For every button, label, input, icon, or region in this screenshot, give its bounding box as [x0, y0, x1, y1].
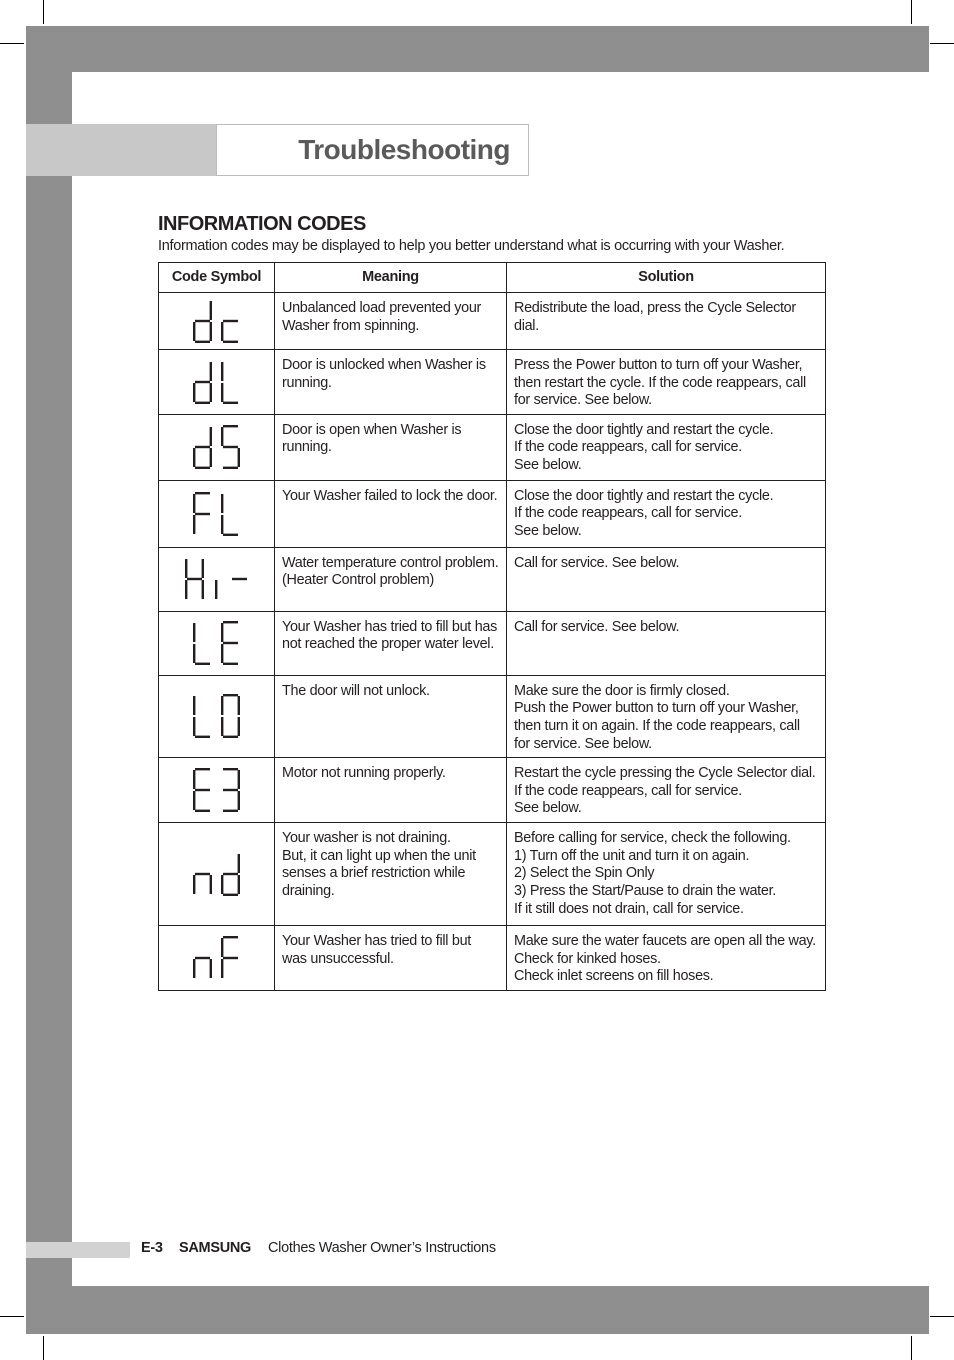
- display-segment: [193, 623, 195, 642]
- display-segment: [215, 580, 217, 599]
- table-row: [159, 675, 826, 757]
- display-segment: [210, 448, 212, 467]
- display-segment: [187, 578, 202, 580]
- display-segment: [195, 768, 210, 770]
- display-segment: [221, 959, 223, 978]
- display-segment: [193, 322, 195, 341]
- display-segment: [223, 789, 238, 791]
- solution-text: Check inlet screens on fill hoses.: [514, 968, 714, 985]
- table-row: [159, 350, 826, 415]
- display-segment: [232, 578, 247, 580]
- display-segment: [223, 768, 238, 770]
- meaning-text: Water temperature control problem.: [282, 554, 499, 571]
- code-symbol-cell: [159, 926, 275, 991]
- solution-text: Push the Power button to turn off your Washer, then turn it on again. If the code reappears, call for service. See below.: [514, 700, 800, 752]
- display-segment: [223, 533, 238, 535]
- display-segment: [223, 467, 238, 469]
- display-segment: [223, 936, 238, 938]
- display-segment: [210, 322, 212, 341]
- meaning-text: Door is open when Washer is running.: [282, 421, 462, 456]
- table-header-row: [159, 263, 826, 293]
- display-segment: [238, 448, 240, 467]
- display-segment: [195, 957, 210, 959]
- meaning-text: Your washer is not draining.: [282, 830, 451, 847]
- meaning-cell: [275, 926, 507, 991]
- meaning-text: Unbalanced load prevented your Washer from spinning.: [282, 300, 482, 334]
- code-symbol-cell: [159, 293, 275, 350]
- display-segment: [221, 362, 223, 381]
- display-segment: [223, 810, 238, 812]
- solution-text: If the code reappears, call for service.: [514, 439, 742, 456]
- display-segment: [223, 320, 238, 322]
- section-subtitle: Information codes may be displayed to help you better understand what is occurring with your Washer.: [158, 238, 785, 254]
- code-symbol-display: [183, 555, 251, 603]
- code-symbol-cell: [159, 350, 275, 415]
- display-segment: [195, 341, 210, 343]
- display-segment: [238, 717, 240, 736]
- header-box: [216, 124, 529, 176]
- crop-mark: [43, 0, 44, 24]
- display-segment: [221, 427, 223, 446]
- display-segment: [195, 789, 210, 791]
- code-symbol-display: [191, 490, 242, 538]
- solution-cell: [507, 675, 826, 757]
- display-segment: [195, 873, 210, 875]
- crop-mark: [43, 1336, 44, 1360]
- display-segment: [221, 875, 223, 894]
- display-segment: [185, 580, 187, 599]
- meaning-cell: [275, 350, 507, 415]
- code-symbol-cell: [159, 675, 275, 757]
- display-segment: [223, 401, 238, 403]
- display-segment: [221, 494, 223, 513]
- display-segment: [195, 446, 210, 448]
- footer-text: Clothes Washer Owner’s Instructions: [268, 1240, 496, 1256]
- solution-cell: [507, 480, 826, 547]
- solution-text: See below.: [514, 456, 582, 473]
- display-segment: [195, 492, 210, 494]
- code-symbol-display: [191, 850, 242, 898]
- solution-cell: [507, 926, 826, 991]
- solution-text: Call for service. See below.: [514, 554, 680, 571]
- table-row: [159, 926, 826, 991]
- meaning-text: Motor not running properly.: [282, 765, 446, 782]
- solution-cell: [507, 350, 826, 415]
- header-band: [26, 124, 217, 176]
- solution-text: Make sure the door is firmly closed.: [514, 682, 730, 699]
- column-header-solution: Solution: [507, 263, 826, 293]
- solution-text: 2) Select the Spin Only: [514, 865, 655, 882]
- display-segment: [223, 873, 238, 875]
- solution-text: 1) Turn off the unit and turn it on again.: [514, 847, 750, 864]
- code-symbol-cell: [159, 480, 275, 547]
- crop-mark: [0, 1316, 24, 1317]
- meaning-cell: [275, 293, 507, 350]
- meaning-text: Your Washer has tried to fill but has not reached the proper water level.: [282, 618, 498, 653]
- display-segment: [195, 401, 210, 403]
- solution-text: Redistribute the load, press the Cycle Selector dial.: [514, 300, 796, 334]
- page-title: Troubleshooting: [298, 134, 510, 165]
- display-segment: [221, 696, 223, 715]
- display-segment: [223, 894, 238, 896]
- display-segment: [201, 580, 203, 599]
- display-segment: [193, 644, 195, 663]
- table-row: [159, 547, 826, 611]
- display-segment: [210, 959, 212, 978]
- code-symbol-display: [191, 358, 242, 406]
- display-segment: [223, 736, 238, 738]
- display-segment: [193, 791, 195, 810]
- information-codes-table: [158, 262, 826, 991]
- display-segment: [221, 623, 223, 642]
- display-segment: [210, 362, 212, 381]
- display-segment: [223, 957, 238, 959]
- display-segment: [221, 383, 223, 402]
- display-segment: [210, 301, 212, 320]
- meaning-text: But, it can light up when the unit senses a brief restriction while draining.: [282, 847, 476, 899]
- solution-text: See below.: [514, 522, 582, 539]
- display-segment: [223, 694, 238, 696]
- solution-cell: [507, 758, 826, 823]
- column-header-meaning: Meaning: [275, 263, 507, 293]
- meaning-cell: [275, 414, 507, 480]
- footer-band: [26, 1242, 130, 1258]
- display-segment: [193, 959, 195, 978]
- meaning-text: (Heater Control problem): [282, 572, 434, 589]
- display-segment: [223, 446, 238, 448]
- crop-mark: [911, 0, 912, 24]
- solution-text: Close the door tightly and restart the cycle.: [514, 421, 774, 438]
- display-segment: [221, 515, 223, 534]
- display-segment: [238, 854, 240, 873]
- table-row: [159, 823, 826, 926]
- code-symbol-cell: [159, 611, 275, 675]
- table-row: [159, 480, 826, 547]
- solution-text: Before calling for service, check the following.: [514, 830, 791, 847]
- display-segment: [195, 663, 210, 665]
- table-row: [159, 758, 826, 823]
- display-segment: [193, 448, 195, 467]
- solution-cell: [507, 611, 826, 675]
- code-symbol-display: [191, 423, 242, 471]
- solution-text: 3) Press the Start/Pause to drain the water.: [514, 882, 776, 899]
- code-symbol-cell: [159, 758, 275, 823]
- display-segment: [221, 644, 223, 663]
- display-segment: [195, 467, 210, 469]
- display-segment: [193, 875, 195, 894]
- meaning-text: Your Washer failed to lock the door.: [282, 487, 498, 504]
- code-symbol-display: [191, 766, 242, 814]
- display-segment: [201, 559, 203, 578]
- solution-text: If it still does not drain, call for service.: [514, 900, 744, 917]
- display-segment: [193, 770, 195, 789]
- code-symbol-display: [191, 692, 242, 740]
- display-segment: [195, 320, 210, 322]
- display-segment: [223, 621, 238, 623]
- solution-text: Press the Power button to turn off your Washer, then restart the cycle. If the code reappears, call for service. See below.: [514, 357, 806, 409]
- crop-mark: [930, 1316, 954, 1317]
- meaning-cell: [275, 758, 507, 823]
- display-segment: [195, 810, 210, 812]
- display-segment: [210, 383, 212, 402]
- display-segment: [193, 696, 195, 715]
- display-segment: [221, 717, 223, 736]
- table-row: [159, 293, 826, 350]
- code-symbol-display: [191, 297, 242, 345]
- display-segment: [210, 875, 212, 894]
- solution-cell: [507, 823, 826, 926]
- display-segment: [223, 642, 238, 644]
- solution-text: If the code reappears, call for service.: [514, 505, 742, 522]
- meaning-text: Your Washer has tried to fill but was unsuccessful.: [282, 933, 472, 967]
- display-segment: [193, 515, 195, 534]
- display-segment: [238, 696, 240, 715]
- meaning-cell: [275, 547, 507, 611]
- display-segment: [223, 663, 238, 665]
- code-symbol-cell: [159, 823, 275, 926]
- code-symbol-cell: [159, 547, 275, 611]
- solution-text: See below.: [514, 800, 582, 817]
- display-segment: [193, 383, 195, 402]
- solution-cell: [507, 293, 826, 350]
- code-symbol-cell: [159, 414, 275, 480]
- display-segment: [238, 791, 240, 810]
- meaning-text: The door will not unlock.: [282, 682, 430, 699]
- solution-text: Close the door tightly and restart the cycle.: [514, 487, 774, 504]
- display-segment: [193, 494, 195, 513]
- code-symbol-display: [191, 934, 242, 982]
- meaning-text: Door is unlocked when Washer is running.: [282, 357, 486, 391]
- display-segment: [195, 513, 210, 515]
- code-symbol-display: [191, 619, 242, 667]
- table-row: [159, 611, 826, 675]
- solution-text: Make sure the water faucets are open all the way. Check for kinked hoses.: [514, 933, 816, 967]
- display-segment: [238, 770, 240, 789]
- column-header-code-symbol: Code Symbol: [159, 263, 275, 293]
- meaning-cell: [275, 675, 507, 757]
- display-segment: [223, 341, 238, 343]
- display-segment: [195, 736, 210, 738]
- table-row: [159, 414, 826, 480]
- solution-text: Restart the cycle pressing the Cycle Selector dial. If the code reappears, call for service.: [514, 765, 816, 799]
- solution-text: Call for service. See below.: [514, 618, 680, 635]
- display-segment: [210, 427, 212, 446]
- crop-mark: [911, 1336, 912, 1360]
- solution-cell: [507, 547, 826, 611]
- display-segment: [195, 381, 210, 383]
- crop-mark: [0, 43, 24, 44]
- display-segment: [185, 559, 187, 578]
- brand-name: SAMSUNG: [179, 1240, 252, 1256]
- section-title: INFORMATION CODES: [158, 213, 366, 235]
- meaning-cell: [275, 823, 507, 926]
- page-number: E-3: [141, 1240, 163, 1256]
- display-segment: [221, 322, 223, 341]
- meaning-cell: [275, 480, 507, 547]
- meaning-cell: [275, 611, 507, 675]
- display-segment: [238, 875, 240, 894]
- display-segment: [221, 938, 223, 957]
- solution-cell: [507, 414, 826, 480]
- crop-mark: [930, 43, 954, 44]
- display-segment: [223, 425, 238, 427]
- display-segment: [193, 717, 195, 736]
